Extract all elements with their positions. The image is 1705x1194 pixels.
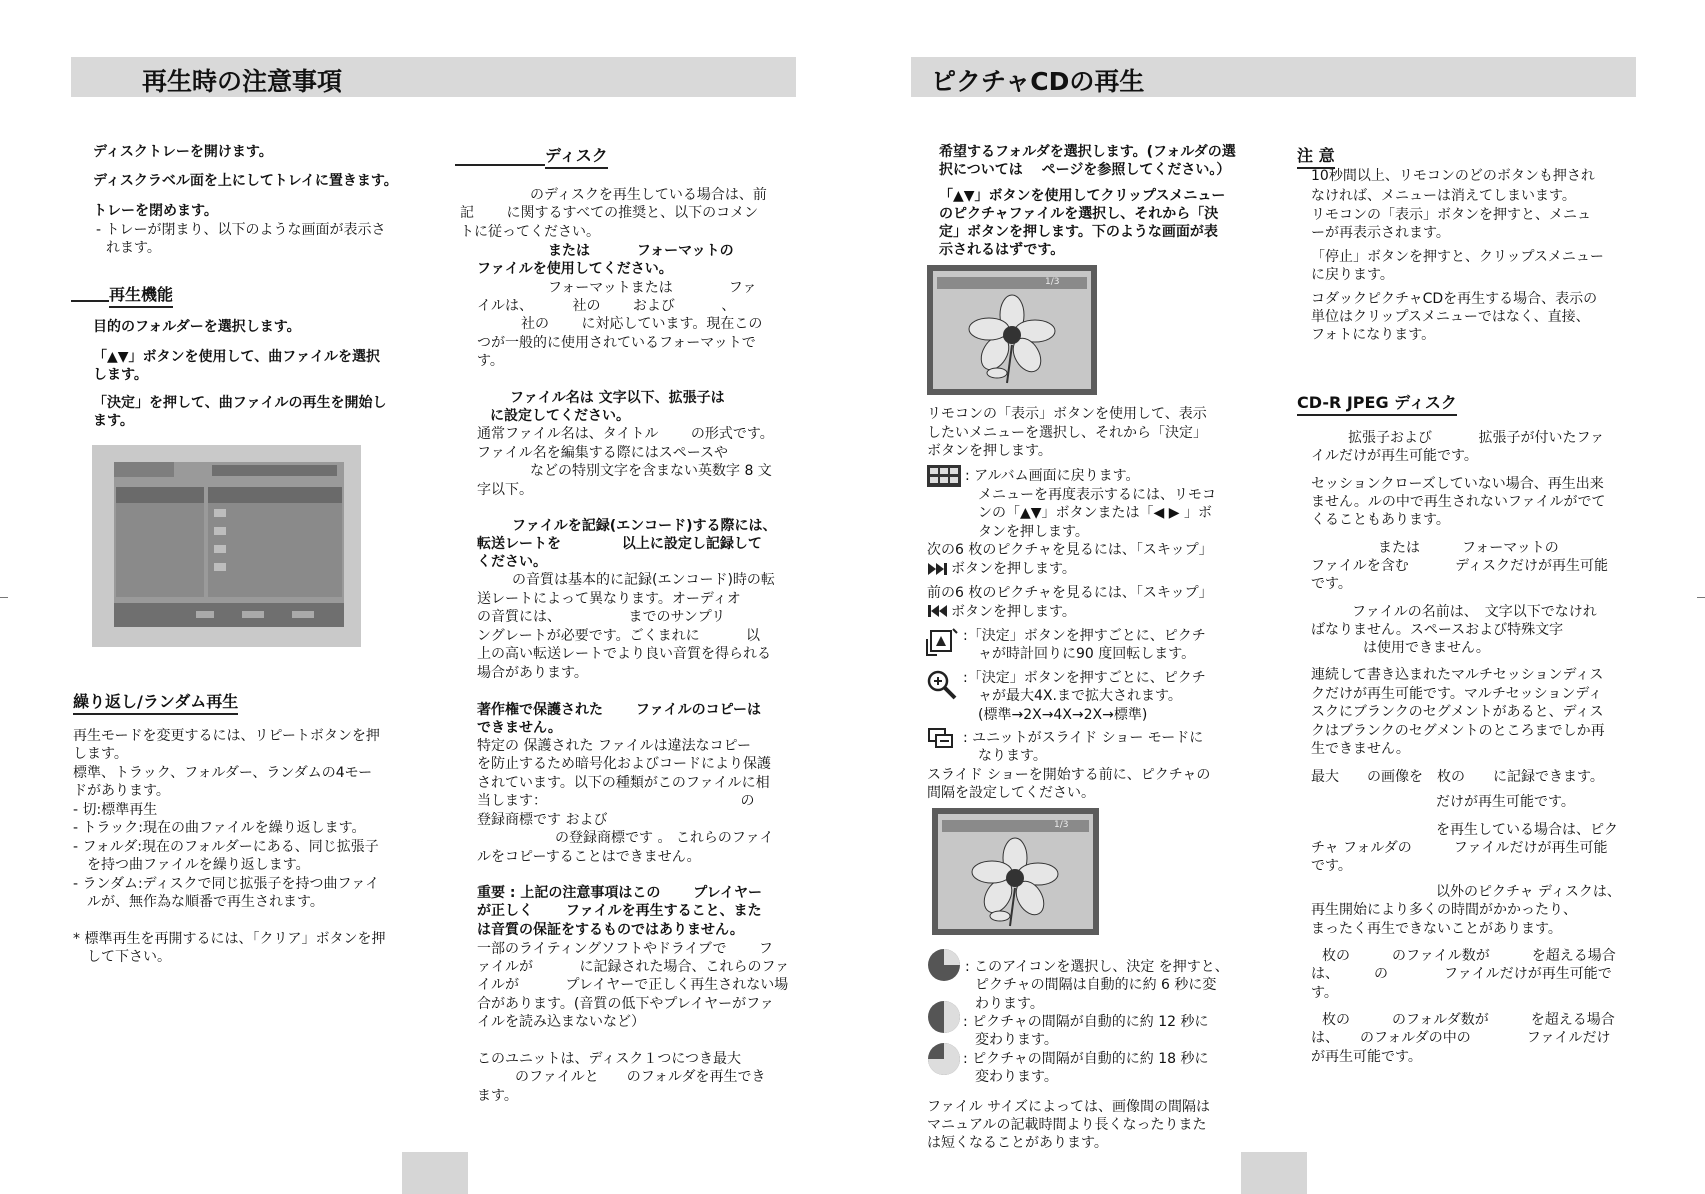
cdr-text: セッションクローズしていない場合、再生出来: [1311, 476, 1604, 492]
cdr-text: ファイルの名前は、 文字以下でなけれ: [1352, 604, 1597, 620]
disc-text: つが一般的に使用されているフォーマットで: [477, 335, 756, 351]
disc-text: の音質は基本的に記録(エンコード)時の転: [512, 572, 775, 588]
cdr-text: は、 の ファイルだけが再生可能で: [1311, 966, 1612, 982]
play-step: 「決定」を押して、曲ファイルの再生を開始し: [93, 395, 387, 411]
crop-mark-left: [0, 597, 8, 598]
repeat-text: 標準、トラック、フォルダー、ランダムの4モー: [73, 765, 373, 781]
disc-text: フォーマットまたは ファ: [548, 280, 757, 296]
cdr-text: 以外のピクチャ ディスクは、: [1436, 884, 1621, 900]
picture-text: 定」ボタンを押します。下のような画面が表: [939, 224, 1218, 240]
play-step: します。: [93, 367, 148, 383]
disc-text: のディスクを再生している場合は、前: [530, 187, 767, 203]
disc-text: イルを読み込まないなど）: [477, 1014, 645, 1030]
disc-text: 特定の 保護された ファイルは違法なコピー: [477, 738, 752, 754]
disc-text: イルが プレイヤーで正しく再生されない場: [477, 977, 789, 993]
play-step: 「▲▼」ボタンを使用して、曲ファイルを選択: [93, 349, 380, 365]
note-text: ーが再表示されます。: [1311, 225, 1450, 241]
picture-text: リモコンの「表示」ボタンを使用して、表示: [927, 406, 1207, 422]
picture-text: : ピクチャの間隔が自動的に約 12 秒に: [963, 1014, 1209, 1030]
picture-text: :「決定」ボタンを押すごとに、ピクチ: [963, 670, 1206, 686]
section-heading-disc: ディスク: [545, 143, 608, 169]
interval-12-icon: [927, 1000, 961, 1034]
disc-text: 上の高い転送レートでより良い音質を得られる: [477, 646, 771, 662]
picture-text: :「決定」ボタンを押すごとに、ピクチ: [963, 628, 1206, 644]
picture-text: 間隔を設定してください。: [927, 785, 1095, 801]
slideshow-icon: [927, 727, 957, 749]
screen-page-indicator: 1/3: [1045, 277, 1060, 287]
cdr-text: ません。ルの中で再生されないファイルがでて: [1311, 494, 1606, 510]
left-page-title: 再生時の注意事項: [142, 67, 343, 96]
picture-text: マニュアルの記載時間より長くなったりまた: [927, 1117, 1207, 1133]
cdr-text: くることもあります。: [1311, 512, 1450, 528]
disc-text: ます。: [477, 1088, 518, 1104]
picture-text: したいメニューを選択し、それから「決定」: [927, 425, 1207, 441]
picture-text: : ピクチャの間隔が自動的に約 18 秒に: [963, 1051, 1209, 1067]
disc-text: 合があります。(音質の低下やプレイヤーがファ: [477, 996, 774, 1012]
note-text: 単位はクリップスメニューではなく、直接、: [1311, 309, 1590, 325]
disc-text: ファイル名を編集する際にはスペースや: [477, 445, 729, 461]
cdr-text: クはブランクのセグメントのところまでしか再: [1311, 723, 1605, 739]
disc-text: は音質の保証をするものではありません。: [477, 922, 744, 938]
footnote: して下さい。: [87, 949, 171, 965]
disc-text: または フォーマットの: [548, 243, 734, 259]
cdr-text: を再生している場合は、ピク: [1436, 822, 1618, 838]
disc-text: ファイル名は 文字以下、拡張子は: [510, 390, 725, 406]
repeat-text: ドがあります。: [73, 783, 170, 799]
disc-text: の登録商標です 。 これらのファイ: [555, 830, 774, 846]
picture-text: ャが最大4X.まで拡大されます。: [978, 688, 1182, 704]
step-note: - トレーが閉まり、以下のような画面が表示さ: [96, 222, 386, 238]
picture-text: スライド ショーを開始する前に、ピクチャの: [927, 767, 1211, 783]
page-number-tab-left: [402, 1152, 468, 1194]
page-number-tab-right: [1241, 1152, 1307, 1194]
disc-text: ァイルが に記録された場合、これらのファ: [477, 959, 790, 975]
picture-text: ボタンを押します。: [951, 561, 1076, 577]
picture-text: : このアイコンを選択し、決定 を押すと、: [965, 959, 1229, 975]
picture-text: ファイル サイズによっては、画像間の間隔は: [927, 1099, 1211, 1115]
repeat-text: を持つ曲ファイルを繰り返します。: [87, 857, 310, 873]
picture-text: ボタンを押します。: [951, 604, 1076, 620]
slideshow-screen-image: [932, 808, 1099, 935]
section-heading-play: 再生機能: [109, 282, 173, 308]
cdr-text: 生できません。: [1311, 741, 1410, 757]
cdr-text: ばなりません。スペースおよび特殊文字: [1311, 622, 1564, 638]
cdr-text: は使用できません。: [1363, 640, 1490, 656]
disc-text: の音質には、 までのサンプリ: [477, 609, 726, 625]
repeat-text: - ランダム:ディスクで同じ拡張子を持つ曲ファイ: [73, 876, 380, 892]
picture-text: 変わります。: [975, 1069, 1058, 1085]
disc-text: 送レートによって異なります。オーディオ: [477, 591, 741, 607]
cdr-text: は、 のフォルダの中の ファイルだけ: [1311, 1030, 1611, 1046]
zoom-icon: [926, 670, 958, 700]
footnote: * 標準再生を再開するには、「クリア」ボタンを押: [73, 931, 386, 947]
note-text: フォトになります。: [1311, 327, 1436, 343]
picture-text: 希望するフォルダを選択します。(フォルダの選: [939, 144, 1236, 160]
picture-text: (標準→2X→4X→2X→標準): [978, 707, 1148, 723]
cdr-text: です。: [1311, 576, 1352, 592]
section-heading-repeat: 繰り返し/ランダム再生: [73, 689, 238, 715]
picture-text: : アルバム画面に戻ります。: [965, 468, 1140, 484]
picture-text: : ユニットがスライド ショー モードに: [963, 730, 1204, 746]
section-heading-note: 注 意: [1297, 143, 1335, 169]
play-step: ます。: [93, 413, 134, 429]
play-step: 目的のフォルダーを選択します。: [93, 319, 301, 335]
disc-text: ください。: [477, 554, 547, 570]
picture-text: 前の6 枚のピクチャを見るには、「スキップ」: [927, 585, 1213, 601]
disc-text: 当します： の: [477, 793, 755, 809]
disc-text: ファイルを記録(エンコード)する際には、: [512, 518, 777, 534]
step-note: れます。: [106, 240, 161, 256]
picture-text: なります。: [978, 748, 1047, 764]
flower-illustration: [967, 293, 1057, 385]
crop-mark-right: [1697, 597, 1705, 598]
section-heading-cdr-jpeg: CD-R JPEG ディスク: [1297, 390, 1457, 416]
rotate-icon: [925, 627, 959, 657]
interval-18-icon: [927, 1042, 961, 1076]
step-text: ディスクトレーを開けます。: [93, 144, 273, 160]
disc-text: が正しく ファイルを再生すること、また: [477, 903, 762, 919]
cdr-text: スクにブランクのセグメントがあると、ディス: [1311, 704, 1604, 720]
flower-illustration: [970, 836, 1060, 928]
note-text: 「停止」ボタンを押すと、クリップスメニュー: [1311, 249, 1604, 265]
cdr-text: です。: [1311, 858, 1352, 874]
picture-text: ンの「▲▼」ボタンまたは「◀ ▶ 」ボ: [978, 505, 1212, 521]
note-text: 10秒間以上、リモコンのどのボタンも押され: [1311, 168, 1595, 184]
picture-text: 変わります。: [975, 1032, 1058, 1048]
disc-text: されています。以下の種類がこのファイルに相: [477, 775, 770, 791]
disc-text: を防止するため暗号化およびコードにより保護: [477, 756, 771, 772]
note-text: なければ、メニューは消えてしまいます。: [1311, 188, 1576, 204]
picture-text: のピクチャファイルを選択し、それから「決: [939, 206, 1219, 222]
disc-text: 一部のライティングソフトやドライブで フ: [477, 941, 773, 957]
skip-next-icon: [928, 562, 948, 576]
picture-screen-image: [927, 265, 1097, 395]
disc-text: に設定してください。: [490, 408, 630, 424]
cdr-text: ファイルを含む ディスクだけが再生可能: [1311, 558, 1609, 574]
disc-text: ルをコピーすることはできません。: [477, 849, 701, 865]
note-text: リモコンの「表示」ボタンを押すと、メニュ: [1311, 207, 1591, 223]
disc-text: 通常ファイル名は、タイトル の形式です。: [477, 426, 774, 442]
step-text: ディスクラベル面を上にしてトレイに置きます。: [93, 173, 398, 189]
cdr-text: または フォーマットの: [1378, 540, 1559, 556]
disc-text: 重要 : 上記の注意事項はこの プレイヤー: [477, 885, 762, 901]
picture-text: ピクチャの間隔は自動的に約 6 秒に変: [975, 977, 1217, 993]
disc-text: できません。: [477, 720, 562, 736]
cdr-text: チャ フォルダの ファイルだけが再生可能: [1311, 840, 1608, 856]
disc-text: 字以下。: [477, 482, 533, 498]
disc-text: 社の に対応しています。現在この: [521, 316, 763, 332]
section-rule: [455, 164, 545, 166]
screen-page-indicator: 1/3: [1054, 820, 1069, 830]
disc-text: トに従ってください。: [460, 224, 600, 240]
picture-text: は短くなることがあります。: [927, 1135, 1108, 1151]
skip-prev-icon: [928, 604, 948, 618]
step-text: トレーを閉めます。: [93, 203, 218, 219]
repeat-text: - フォルダ:現在のフォルダーにある、同じ拡張子: [73, 839, 379, 855]
picture-text: 択については ページを参照してください。）: [939, 162, 1231, 178]
repeat-text: 再生モードを変更するには、リピートボタンを押: [73, 728, 380, 744]
right-page-title: ピクチャCDの再生: [931, 67, 1145, 96]
disc-text: のファイルと のフォルダを再生でき: [515, 1069, 766, 1085]
disc-text: イルは、 社の および 、: [477, 298, 736, 314]
cdr-text: 枚の のファイル数が を超える場合: [1322, 948, 1616, 964]
cdr-text: が再生可能です。: [1311, 1049, 1422, 1065]
picture-text: ボタンを押します。: [927, 443, 1052, 459]
album-grid-icon: [927, 465, 961, 487]
picture-text: タンを押します。: [978, 524, 1089, 540]
note-text: に戻ります。: [1311, 267, 1394, 283]
picture-text: メニューを再度表示するには、リモコ: [978, 487, 1216, 503]
interval-6-icon: [927, 948, 961, 982]
repeat-text: - 切:標準再生: [73, 802, 158, 818]
cdr-text: クだけが再生可能です。マルチセッションディ: [1311, 686, 1603, 702]
disc-text: 記 に関するすべての推奨と、以下のコメン: [460, 205, 759, 221]
repeat-text: します。: [73, 746, 128, 762]
disc-text: ングレートが必要です。ごくまれに 以: [477, 628, 761, 644]
repeat-text: ルが、無作為な順番で再生されます。: [87, 894, 324, 910]
cdr-text: イルだけが再生可能です。: [1311, 448, 1478, 464]
cdr-text: まったく再生できないことがあります。: [1311, 921, 1562, 937]
disc-text: 登録商標です および: [477, 812, 608, 828]
disc-text: す。: [477, 353, 504, 369]
picture-text: わります。: [975, 996, 1044, 1012]
cdr-text: 拡張子および 拡張子が付いたファ: [1348, 430, 1605, 446]
picture-text: ャが時計回りに90 度回転します。: [978, 646, 1196, 662]
picture-text: 示されるはずです。: [939, 242, 1065, 258]
picture-text: 「▲▼」ボタンを使用してクリップスメニュー: [939, 188, 1226, 204]
cdr-text: 連続して書き込まれたマルチセッションディス: [1311, 667, 1604, 683]
player-screen-image: [92, 445, 361, 647]
section-rule: [71, 300, 109, 302]
cdr-text: す。: [1311, 985, 1338, 1001]
disc-text: このユニットは、ディスク１つにつき最大: [477, 1051, 742, 1067]
repeat-text: - トラック:現在の曲ファイルを繰り返します。: [73, 820, 366, 836]
disc-text: 場合があります。: [477, 665, 588, 681]
disc-text: ファイルを使用してください。: [477, 261, 673, 277]
cdr-text: 枚の のフォルダ数が を超える場合: [1322, 1012, 1615, 1028]
note-text: コダックピクチャCDを再生する場合、表示の: [1311, 291, 1598, 307]
cdr-text: 最大 の画像を 枚の に記録できます。: [1311, 769, 1604, 785]
cdr-text: だけが再生可能です。: [1436, 794, 1575, 810]
disc-text: 著作権で保護された ファイルのコピーは: [477, 702, 762, 718]
picture-text: 次の6 枚のピクチャを見るには、「スキップ」: [927, 542, 1213, 558]
disc-text: 転送レートを 以上に設定し記録して: [477, 536, 762, 552]
disc-text: などの特別文字を含まない英数字 8 文: [530, 463, 772, 479]
cdr-text: 再生開始により多くの時間がかかったり、: [1311, 902, 1577, 918]
